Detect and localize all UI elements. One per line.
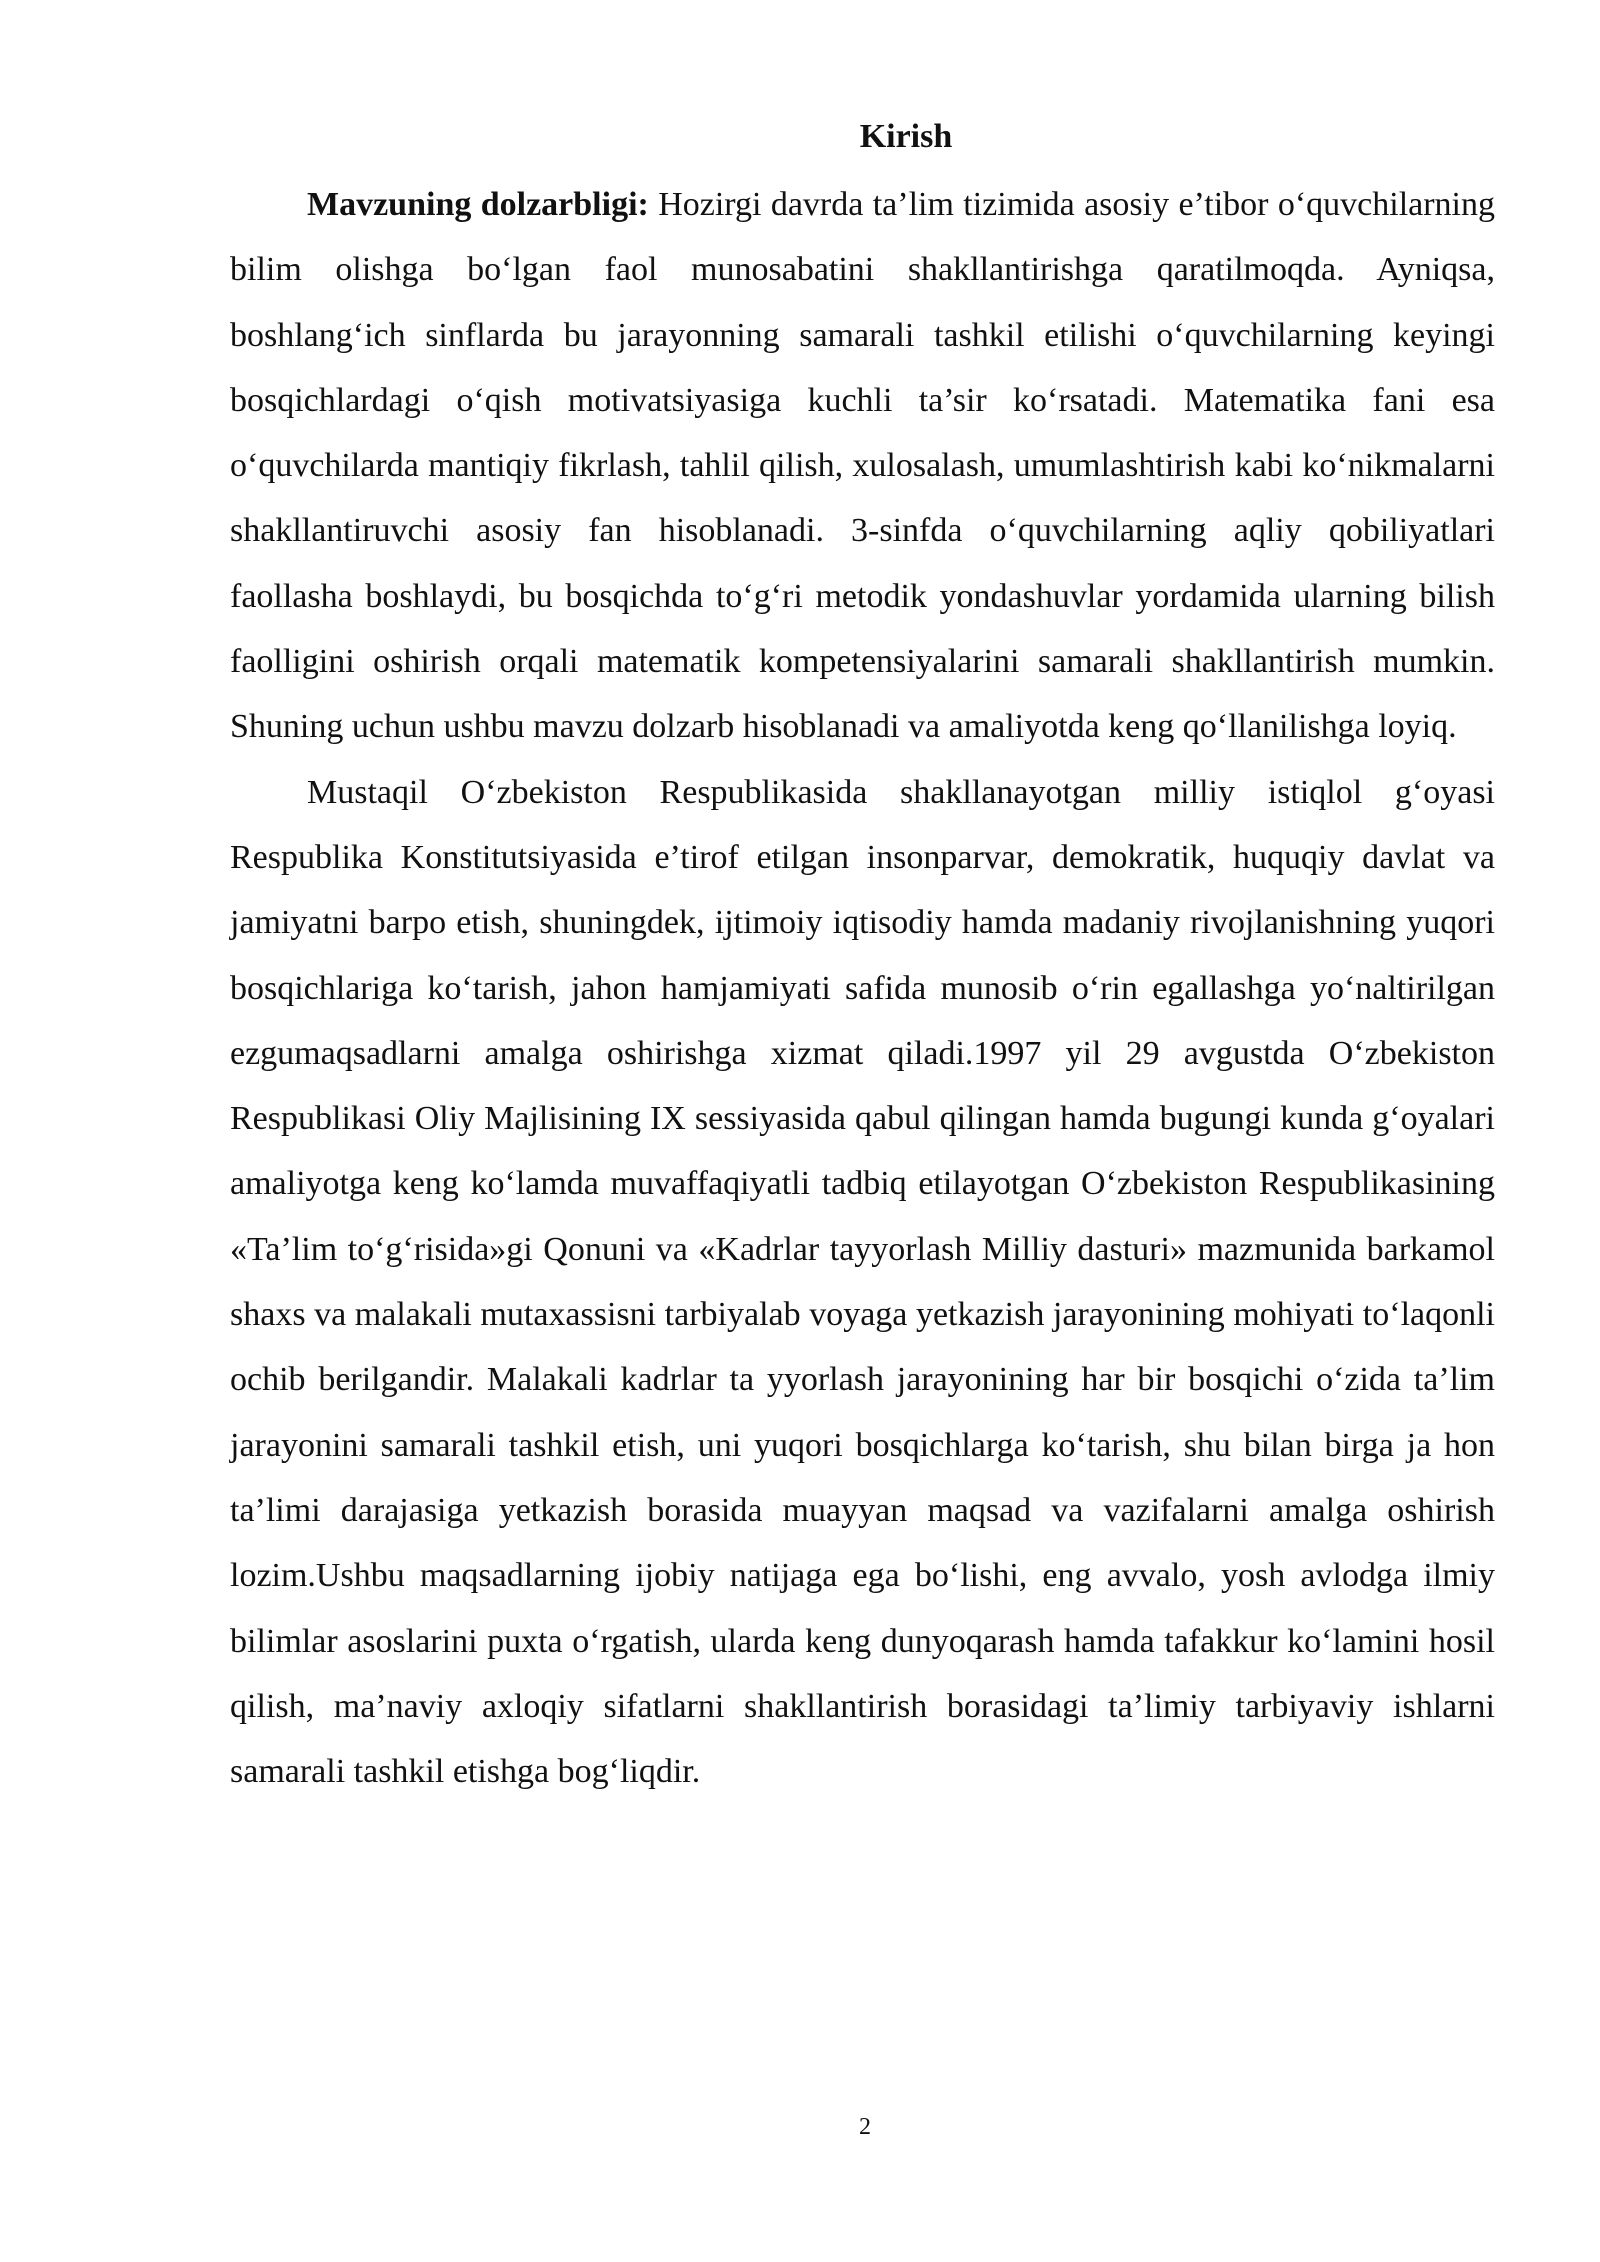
document-body [230,172,1495,1804]
paragraph-relevance [230,172,1495,760]
paragraph-lead: Mavzuning dolzarbligi: [307,186,649,223]
page-title: Kirish [859,118,953,155]
page-number: 2 [859,2114,871,2140]
paragraph-relevance-text: Hozirgi davrda ta’lim tizimida asosiy e’tibor o‘quvchilarning bilim olishga bo‘lgan faol munosabatini shakllantirishga qaratilmoqda. Ayniqsa, boshlang‘ich sinflarda bu jarayonning samarali tashkil etilishi o‘quvchilarning keyingi bosqichlardagi o‘qish motivatsiyasiga kuchli ta’sir ko‘rsatadi. Matematika fani esa o‘quvchilarda mantiqiy fikrlash, tahlil qilish, xulosalash, umumlashtirish kabi ko‘nikmalarni shakllantiruvchi asosiy fan hisoblanadi. 3-sinfda o‘quvchilarning aqliy qobiliyatlari faollasha boshlaydi, bu bosqichda to‘g‘ri metodik yondashuvlar yordamida ularning bilish faolligini oshirish orqali matematik kompetensiyalarini samarali shakllantirish mumkin. Shuning uchun ushbu mavzu dolzarb hisoblanadi va amaliyotda keng qo‘llanilishga loyiq. [230,186,1495,746]
paragraph-independence: Mustaqil O‘zbekiston Respublikasida shakllanayotgan milliy istiqlol g‘oyasi Respublika Konstitutsiyasida e’tirof etilgan insonparvar, demokratik, huquqiy davlat va jamiyatni barpo etish, shuningdek, ijtimoiy iqtisodiy hamda madaniy rivojlanishning yuqori bosqichlariga ko‘tarish, jahon hamjamiyati safida munosib o‘rin egallashga yo‘naltirilgan ezgumaqsadlarni amalga oshirishga xizmat qiladi.1997 yil 29 avgustda O‘zbekiston Respublikasi Oliy Majlisining IX sessiyasida qabul qilingan hamda bugungi kunda g‘oyalari amaliyotga keng ko‘lamda muvaffaqiyatli tadbiq etilayotgan O‘zbekiston Respublikasining «Ta’lim to‘g‘risida»gi Qonuni va «Kadrlar tayyorlash Milliy dasturi» mazmunida barkamol shaxs va malakali mutaxassisni tarbiyalab voyaga yetkazish jarayonining mohiyati to‘laqonli ochib berilgandir. Malakali kadrlar ta yyorlash jarayonining har bir bosqichi o‘zida ta’lim jarayonini samarali tashkil etish, uni yuqori bosqichlarga ko‘tarish, shu bilan birga ja hon ta’limi darajasiga yetkazish borasida muayyan maqsad va vazifalarni amalga oshirish lozim.Ushbu maqsadlarning ijobiy natijaga ega bo‘lishi, eng avvalo, yosh avlodga ilmiy bilimlar asoslarini puxta o‘rgatish, ularda keng dunyoqarash hamda tafakkur ko‘lamini hosil qilish, ma’naviy axloqiy sifatlarni shakllantirish borasidagi ta’limiy tarbiyaviy ishlarni samarali tashkil etishga bog‘liqdir. [230,773,1495,1791]
